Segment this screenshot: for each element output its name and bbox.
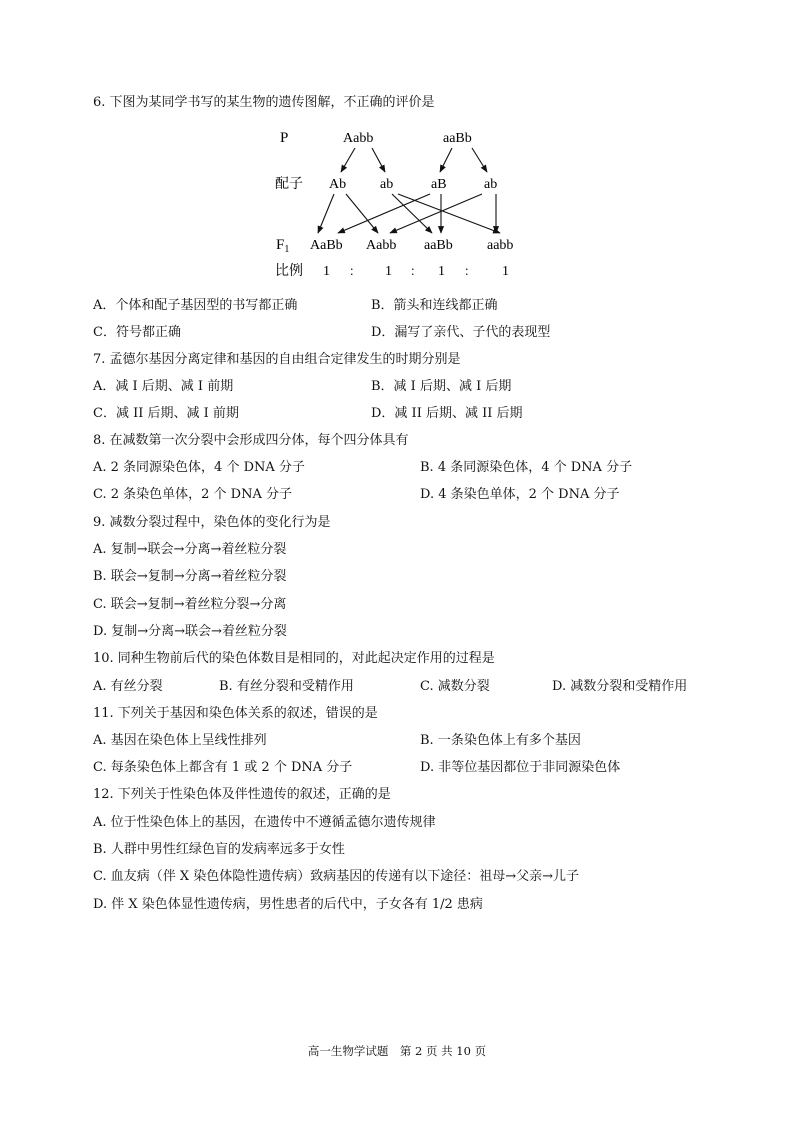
ratio-sep-1: ： (349, 264, 362, 278)
offspring-4: aabb (487, 238, 514, 253)
q7-option-c[interactable]: C．减 II 后期、减 I 前期 (93, 406, 239, 421)
arrow-p1-g1 (341, 148, 355, 172)
ratio-label: 比例 (275, 263, 303, 279)
q11-option-d[interactable]: D. 非等位基因都位于非同源染色体 (420, 760, 621, 775)
q12-option-c[interactable]: C. 血友病（伴 X 染色体隐性遗传病）致病基因的传递有以下途径：祖母→父亲→儿子 (93, 869, 580, 884)
parent-2: aaBb (443, 131, 472, 146)
arrow-g4-o2 (390, 194, 482, 233)
ratio-4: 1 (502, 264, 509, 279)
parent-1: Aabb (343, 131, 374, 146)
gamete-1: Ab (329, 177, 347, 192)
q12-option-d[interactable]: D. 伴 X 染色体显性遗传病，男性患者的后代中，子女各有 1/2 患病 (93, 897, 483, 912)
arrow-g1-o2 (346, 194, 378, 233)
gamete-label: 配子 (275, 176, 303, 192)
ratio-3: 1 (438, 264, 445, 279)
offspring-2: Aabb (366, 238, 397, 253)
offspring-3: aaBb (424, 238, 453, 253)
arrow-g3-o1 (338, 194, 430, 233)
ratio-2: 1 (385, 264, 392, 279)
q11-option-c[interactable]: C. 每条染色体上都含有 1 或 2 个 DNA 分子 (93, 760, 353, 775)
q6-option-d[interactable]: D．漏写了亲代、子代的表现型 (371, 325, 551, 340)
q8-stem: 8. 在减数第一次分裂中会形成四分体，每个四分体具有 (93, 433, 409, 448)
q9-option-d[interactable]: D. 复制→分离→联会→着丝粒分裂 (93, 624, 287, 639)
arrow-p2-g3 (440, 148, 452, 172)
q10-option-a[interactable]: A. 有丝分裂 (93, 679, 163, 694)
q11-option-b[interactable]: B. 一条染色体上有多个基因 (420, 733, 581, 748)
offspring-1: AaBb (310, 238, 343, 253)
q6-stem: 6. 下图为某同学书写的某生物的遗传图解，不正确的评价是 (93, 95, 435, 110)
q12-option-b[interactable]: B. 人群中男性红绿色盲的发病率远多于女性 (93, 842, 345, 857)
arrow-g2-o4 (398, 194, 500, 233)
q8-option-a[interactable]: A. 2 条同源染色体，4 个 DNA 分子 (93, 460, 305, 475)
q11-option-a[interactable]: A. 基因在染色体上呈线性排列 (93, 733, 267, 748)
arrow-p2-g4 (472, 148, 487, 172)
q10-option-b[interactable]: B. 有丝分裂和受精作用 (219, 679, 354, 694)
q12-stem: 12. 下列关于性染色体及伴性遗传的叙述，正确的是 (93, 787, 391, 802)
gamete-4: ab (484, 177, 498, 192)
q9-stem: 9. 减数分裂过程中，染色体的变化行为是 (93, 515, 331, 530)
q11-stem: 11. 下列关于基因和染色体关系的叙述，错误的是 (93, 706, 378, 721)
q8-option-d[interactable]: D. 4 条染色单体，2 个 DNA 分子 (420, 487, 620, 502)
gamete-2: ab (380, 177, 394, 192)
q6-option-c[interactable]: C．符号都正确 (93, 325, 181, 340)
q9-option-c[interactable]: C. 联会→复制→着丝粒分裂→分离 (93, 597, 287, 612)
q10-stem: 10. 同种生物前后代的染色体数目是相同的，对此起决定作用的过程是 (93, 651, 495, 666)
q10-option-d[interactable]: D. 减数分裂和受精作用 (552, 679, 688, 694)
q6-option-a[interactable]: A．个体和配子基因型的书写都正确 (93, 298, 298, 313)
gamete-3: aB (431, 177, 447, 192)
q12-option-a[interactable]: A. 位于性染色体上的基因，在遗传中不遵循孟德尔遗传规律 (93, 815, 436, 830)
q6-option-b[interactable]: B．箭头和连线都正确 (371, 298, 498, 313)
q7-option-b[interactable]: B．减 I 后期、减 I 后期 (371, 379, 512, 394)
ratio-sep-3: ： (464, 264, 477, 278)
p-label: P (280, 130, 289, 146)
q9-option-b[interactable]: B. 联会→复制→分离→着丝粒分裂 (93, 569, 287, 584)
q7-option-d[interactable]: D．减 II 后期、减 II 后期 (371, 406, 523, 421)
page-footer: 高一生物学试题 第 2 页 共 10 页 (307, 1044, 487, 1058)
q7-stem: 7. 孟德尔基因分离定律和基因的自由组合定律发生的时期分别是 (93, 352, 461, 367)
arrow-g2-o3 (392, 194, 432, 233)
q10-option-c[interactable]: C. 减数分裂 (420, 679, 490, 694)
arrow-g1-o1 (318, 194, 334, 233)
q9-option-a[interactable]: A. 复制→联会→分离→着丝粒分裂 (93, 542, 287, 557)
arrow-p1-g2 (372, 148, 385, 172)
q8-option-c[interactable]: C. 2 条染色单体，2 个 DNA 分子 (93, 487, 293, 502)
ratio-sep-2: ： (410, 264, 423, 278)
f1-label: $F_1$ (276, 237, 290, 255)
ratio-1: 1 (323, 264, 330, 279)
q7-option-a[interactable]: A．减 I 后期、减 I 前期 (93, 379, 234, 394)
q8-option-b[interactable]: B. 4 条同源染色体，4 个 DNA 分子 (420, 460, 633, 475)
